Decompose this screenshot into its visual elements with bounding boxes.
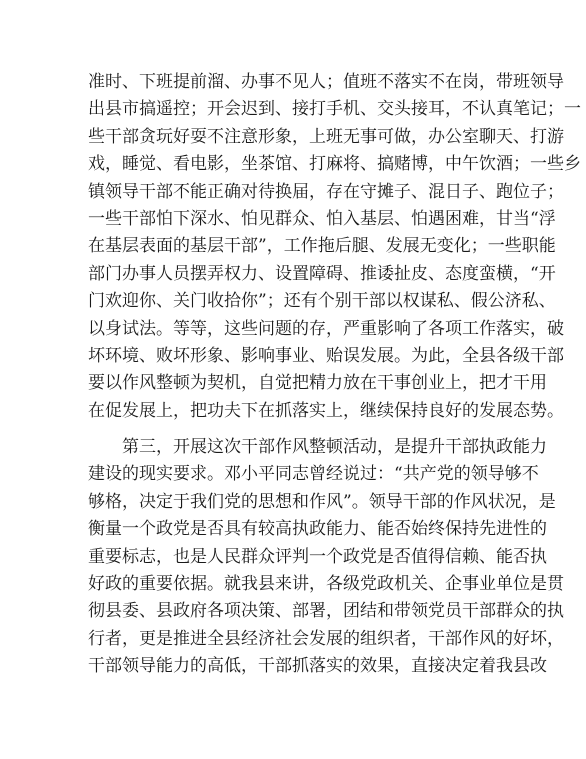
paragraph-third-point [88,434,564,681]
text-line: 好政的重要依据。就我县来讲，各级党政机关、企事业单位是贯 [88,574,564,595]
text-line: 部门办事人员摆弄权力、设置障碍、推诿扯皮、态度蛮横，“开 [88,263,556,284]
text-line: 第三，开展这次干部作风整顿活动，是提升干部执政能力 [88,437,547,458]
text-line: 些干部贪玩好耍不注意形象，上班无事可做，办公室聊天、打游 [88,126,564,147]
paragraph-gap [88,425,502,434]
text-line: 够格，决定于我们党的思想和作风”。领导干部的作风状况，是 [88,491,556,512]
text-line: 衡量一个政党是否具有较高执政能力、能否始终保持先进性的 [88,519,547,540]
text-line: 在促发展上，把功夫下在抓落实上，继续保持良好的发展态势。 [88,400,564,421]
text-line: 重要标志，也是人民群众评判一个政党是否值得信赖、能否执 [88,546,547,567]
text-line: 准时、下班提前溜、办事不见人；值班不落实不在岗，带班领导 [88,72,564,92]
text-line: 干部领导能力的高低，干部抓落实的效果，直接决定着我县改 [88,656,547,677]
document-body [88,69,581,681]
text-line: 镇领导干部不能正确对待换届，存在守摊子、混日子、跑位子； [88,181,564,202]
text-line: 彻县委、县政府各项决策、部署，团结和带领党员干部群众的执 [88,601,564,622]
text-line: 在基层表面的基层干部”，工作拖后腿、发展无变化；一些职能 [88,236,556,257]
text-line: 门欢迎你、关门收拾你”；还有个别干部以权谋私、假公济私、 [88,291,556,312]
text-line: 行者，更是推进全县经济社会发展的组织者，干部作风的好坏， [88,628,564,649]
paragraph-continued [88,69,581,425]
text-line: 要以作风整顿为契机，自觉把精力放在干事创业上，把才干用 [88,373,547,394]
text-line: 坏环境、败坏形象、影响事业、贻误发展。为此，全县各级干部 [88,345,564,366]
text-line: 一些干部怕下深水、怕见群众、怕入基层、怕遇困难，甘当“浮 [88,208,556,229]
text-line: 以身试法。等等，这些问题的存，严重影响了各项工作落实，破 [88,318,564,339]
text-line: 戏，睡觉、看电影，坐茶馆、打麻将、搞赌博，中午饮酒；一些乡 [88,154,581,175]
text-line: 出县市搞遥控；开会迟到、接打手机、交头接耳，不认真笔记；一 [88,99,581,120]
text-line: 建设的现实要求。邓小平同志曾经说过：“共产党的领导够不 [88,464,539,485]
